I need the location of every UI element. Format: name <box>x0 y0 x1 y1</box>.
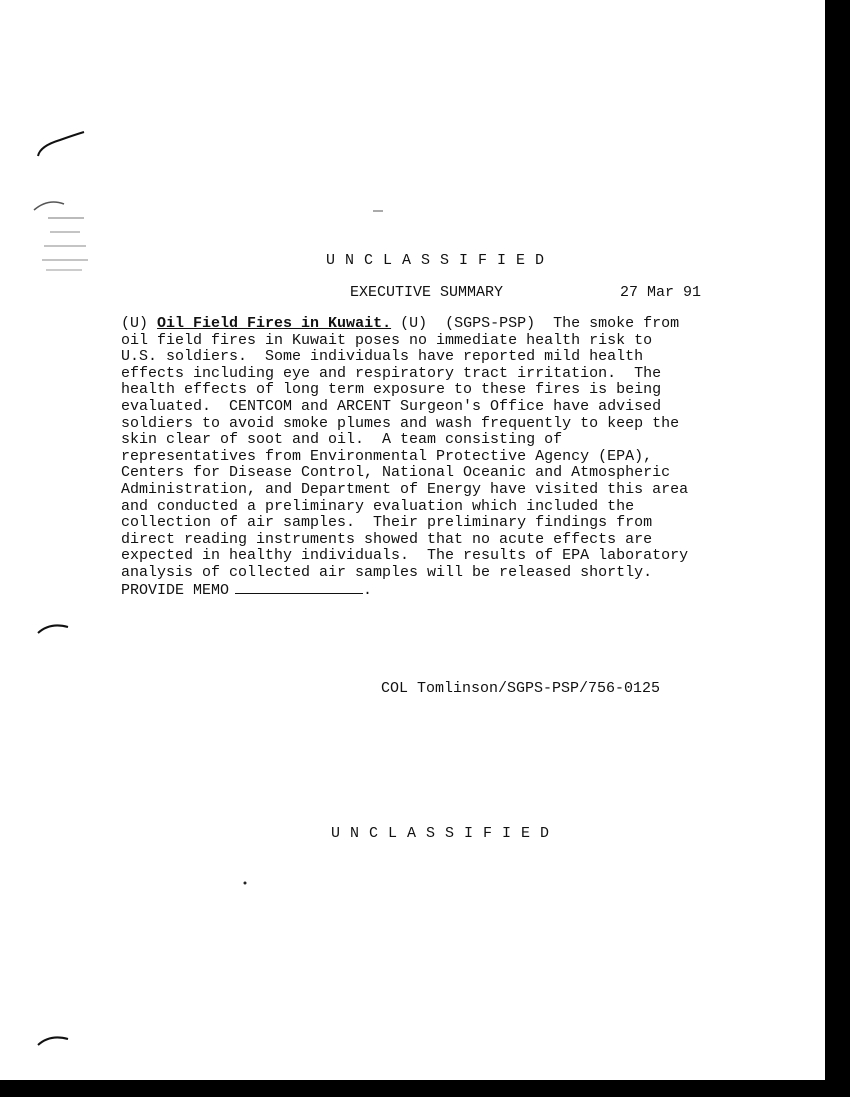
body-line: Centers for Disease Control, National Oceanic and Atmospheric <box>121 464 671 482</box>
provide-memo-label: PROVIDE MEMO <box>121 581 230 599</box>
scan-border-right <box>825 0 850 1097</box>
body-line: health effects of long term exposure to these fires is being <box>121 381 662 399</box>
body-line: evaluated. CENTCOM and ARCENT Surgeon's Office have advised <box>121 397 662 415</box>
stray-dot-mark <box>242 880 248 886</box>
classification-header: UNCLASSIFIED <box>326 252 555 269</box>
body-line: representatives from Environmental Protective Agency (EPA), <box>121 447 653 465</box>
body-line: The smoke from <box>553 315 680 332</box>
memo-end-mark: . <box>363 581 373 599</box>
faded-stamp-smudge <box>28 196 92 276</box>
stray-dash-mark <box>373 208 385 214</box>
body-line: soldiers to avoid smoke plumes and wash frequently to keep the <box>121 414 680 432</box>
body-line: analysis of collected air samples will be released shortly. <box>121 563 653 581</box>
subject-marking: (U) <box>400 315 428 332</box>
item-subject: Oil Field Fires in Kuwait. <box>157 315 392 332</box>
body-line: expected in healthy individuals. The results of EPA laboratory <box>121 547 689 565</box>
document-title: EXECUTIVE SUMMARY <box>350 284 504 301</box>
body-line: direct reading instruments showed that no acute effects are <box>121 530 653 548</box>
punch-hole-mark-top <box>34 128 90 160</box>
item-marking: (U) <box>121 315 149 332</box>
provide-memo-line <box>121 582 372 599</box>
punch-hole-mark-middle <box>36 618 72 638</box>
body-line: U.S. soldiers. Some individuals have reported mild health <box>121 348 644 366</box>
summary-item <box>121 316 811 599</box>
body-line: effects including eye and respiratory tract irritation. The <box>121 364 662 382</box>
body-line: and conducted a preliminary evaluation which included the <box>121 497 635 515</box>
document-date: 27 Mar 91 <box>620 284 702 301</box>
point-of-contact: COL Tomlinson/SGPS-PSP/756-0125 <box>381 680 661 697</box>
body-line: oil field fires in Kuwait poses no immediate health risk to <box>121 331 653 349</box>
office-symbol: (SGPS-PSP) <box>445 315 536 332</box>
punch-hole-mark-bottom <box>36 1030 72 1050</box>
scan-border-bottom <box>0 1080 850 1097</box>
memo-fill-blank <box>235 582 363 594</box>
body-line: collection of air samples. Their preliminary findings from <box>121 514 653 532</box>
body-line: Administration, and Department of Energy have visited this area <box>121 480 689 498</box>
classification-footer: UNCLASSIFIED <box>331 825 560 842</box>
body-line: skin clear of soot and oil. A team consisting of <box>121 431 563 449</box>
